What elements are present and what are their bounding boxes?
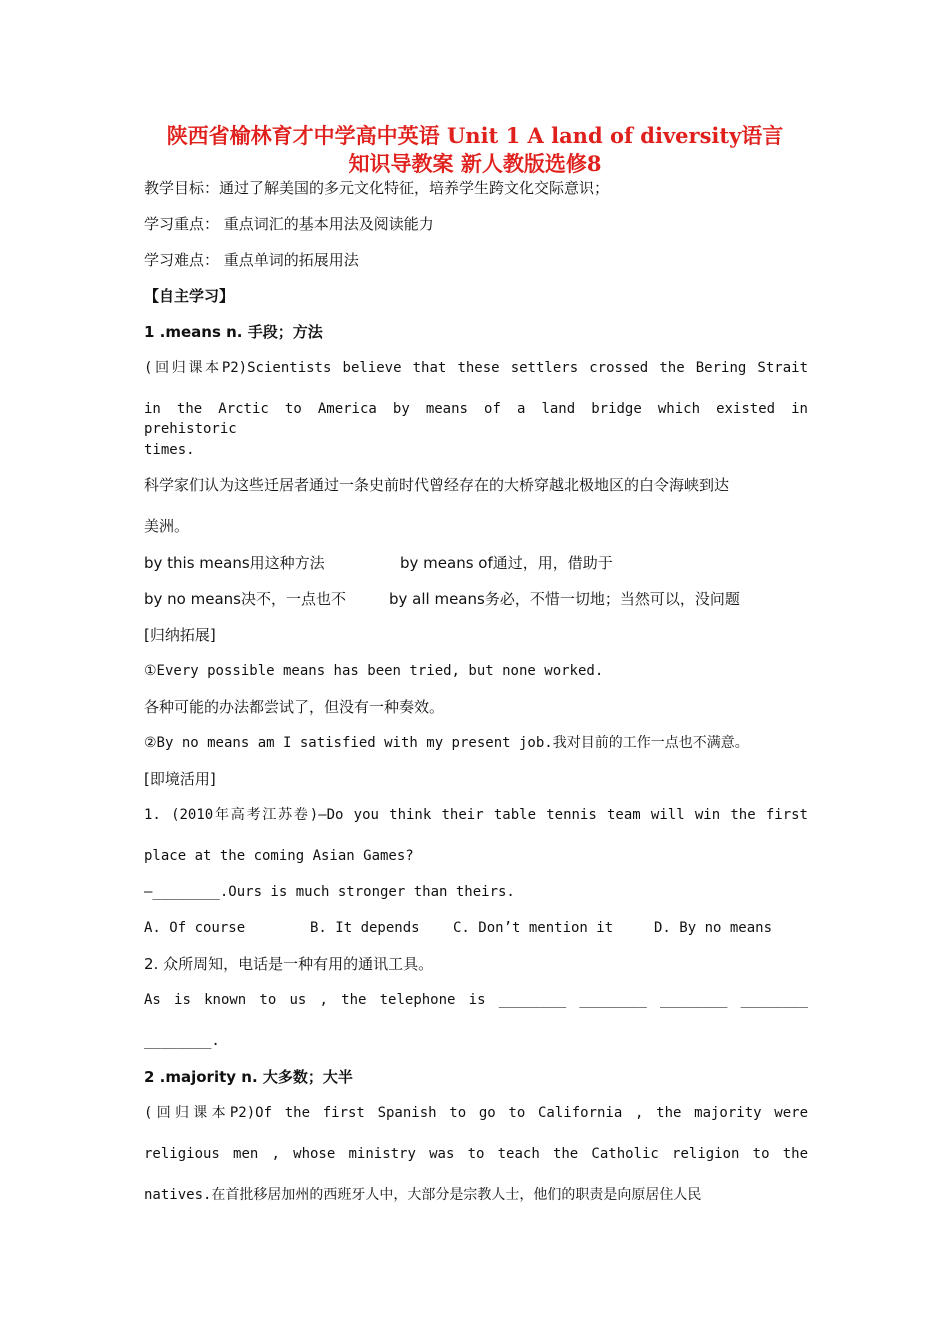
question-1-line-1: 1. (2010年高考江苏卷)—Do you think their table tennis team will win the first xyxy=(144,807,808,823)
option-b: B. It depends xyxy=(310,920,420,936)
question-2-line-1: 2. 众所周知，电话是一种有用的通讯工具。 xyxy=(144,955,434,973)
document-title-line-2: 知识导教案 新人教版选修8 xyxy=(348,151,602,176)
summary-example-1: ①Every possible means has been tried, but none worked. xyxy=(144,663,604,679)
item1-heading: 1 .means n. 手段；方法 xyxy=(144,323,323,341)
practice-label: [即境活用] xyxy=(144,770,216,788)
item2-example-line-2: religious men , whose ministry was to teach the Catholic religion to the xyxy=(144,1146,808,1162)
item1-example-line-1: (回归课本P2)Scientists believe that these settlers crossed the Bering Strait xyxy=(144,360,808,376)
summary-example-1-translation: 各种可能的办法都尝试了，但没有一种奏效。 xyxy=(144,698,445,716)
summary-example-2: ②By no means am I satisfied with my present job.我对目前的工作一点也不满意。 xyxy=(144,735,749,751)
item2-example-line-1: (回归课本P2)Of the first Spanish to go to California , the majority were xyxy=(144,1105,808,1121)
question-1-line-2: place at the coming Asian Games? xyxy=(144,848,414,864)
key-point: 学习重点： 重点词汇的基本用法及阅读能力 xyxy=(144,215,434,233)
question-1-line-3: —________.Ours is much stronger than theirs. xyxy=(144,884,515,900)
item2-heading: 2 .majority n. 大多数；大半 xyxy=(144,1068,353,1086)
option-a: A. Of course xyxy=(144,920,246,936)
option-c: C. Don’t mention it xyxy=(453,920,614,936)
difficulty-point: 学习难点： 重点单词的拓展用法 xyxy=(144,251,359,269)
item1-translation-line-1: 科学家们认为这些迁居者通过一条史前时代曾经存在的大桥穿越北极地区的白令海峡到达 xyxy=(144,476,730,494)
option-d: D. By no means xyxy=(654,920,773,936)
phrase-by-means-of: by means of通过，用，借助于 xyxy=(400,554,613,572)
item1-translation-line-2: 美洲。 xyxy=(144,517,190,535)
section-header: 【自主学习】 xyxy=(144,287,235,305)
question-2-line-3: ________. xyxy=(144,1033,220,1049)
summary-label: [归纳拓展] xyxy=(144,626,216,644)
item1-example-line-2: in the Arctic to America by means of a land bridge which existed in prehistoric xyxy=(144,401,808,437)
item1-example-line-3: times. xyxy=(144,442,195,458)
phrase-by-all-means: by all means务必，不惜一切地；当然可以，没问题 xyxy=(389,590,740,608)
phrase-by-no-means: by no means决不，一点也不 xyxy=(144,590,346,608)
question-2-line-2: As is known to us , the telephone is ________ ________ ________ ________ xyxy=(144,992,808,1008)
item2-example-line-3: natives.在首批移居加州的西班牙人中，大部分是宗教人士，他们的职责是向原居住人民 xyxy=(144,1187,702,1203)
teaching-goal: 教学目标：通过了解美国的多元文化特征，培养学生跨文化交际意识； xyxy=(144,179,610,197)
phrase-by-this-means: by this means用这种方法 xyxy=(144,554,325,572)
document-title-line-1: 陕西省榆林育才中学高中英语 Unit 1 A land of diversity语言 xyxy=(166,123,784,148)
